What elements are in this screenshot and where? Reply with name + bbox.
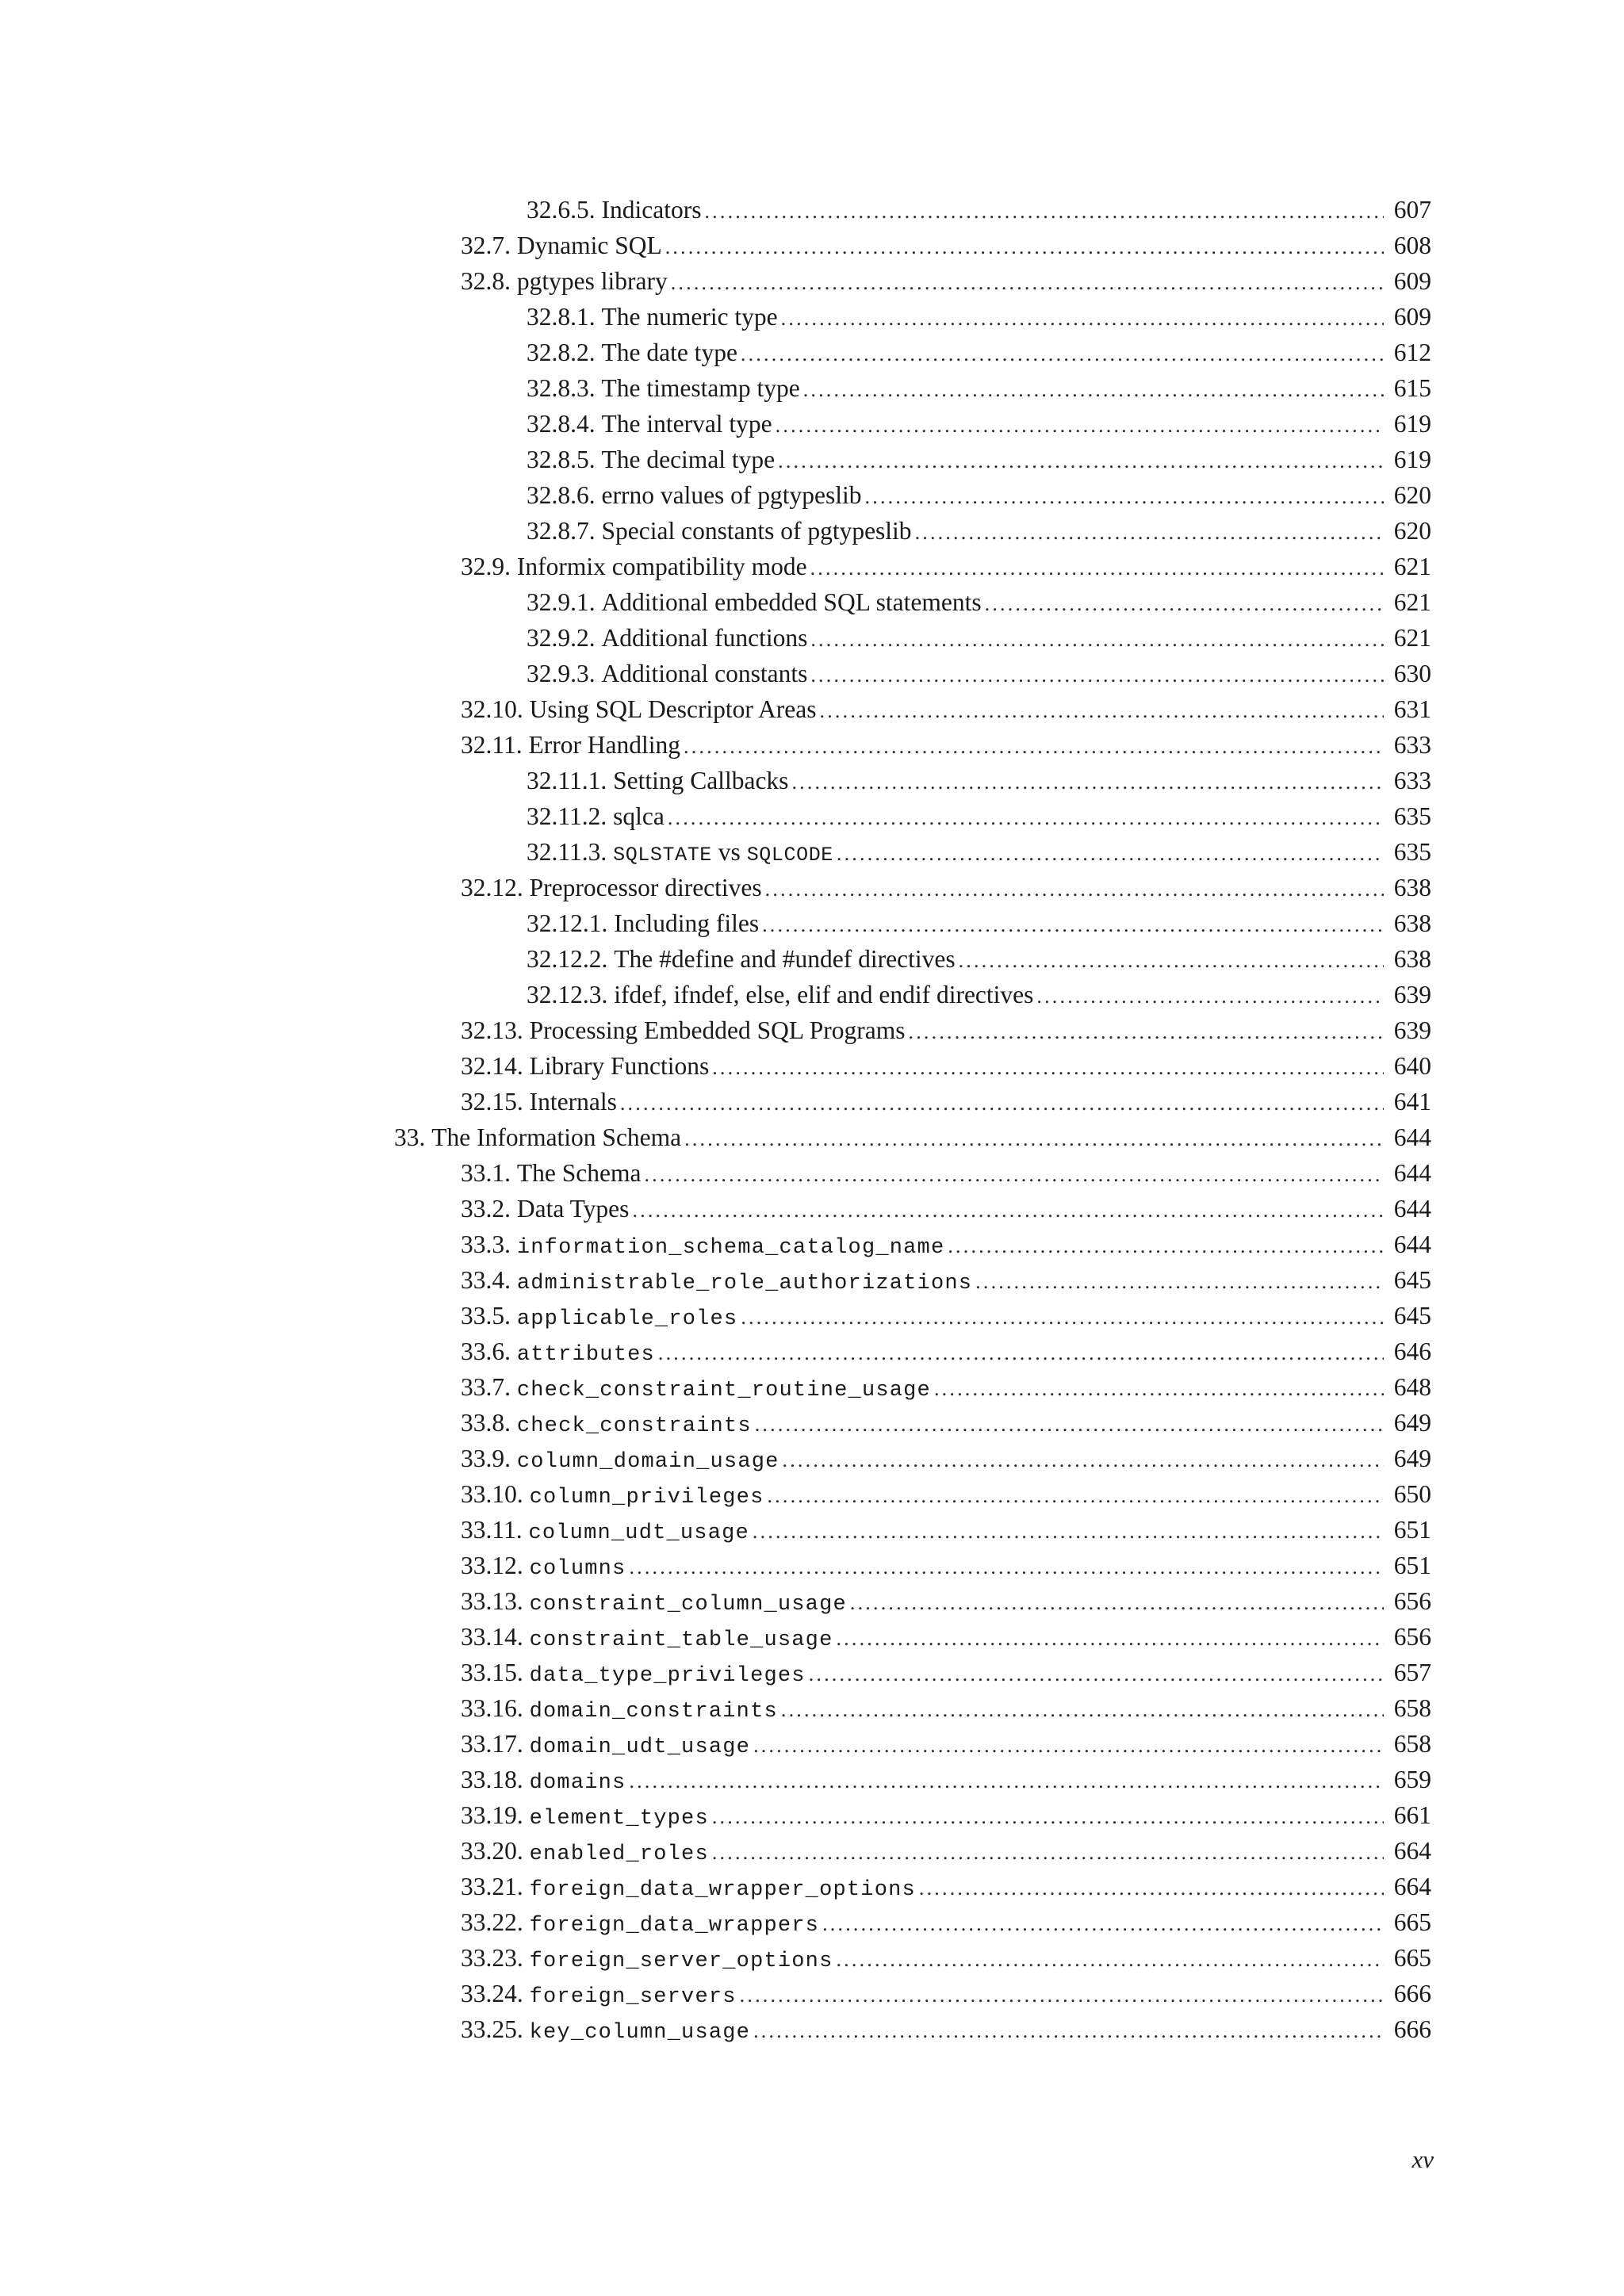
toc-entry[interactable] <box>461 1405 1431 1441</box>
toc-entry-page-number: 633 <box>1393 767 1431 794</box>
dot-leader <box>671 265 1384 300</box>
toc-entry[interactable] <box>461 1155 1431 1191</box>
toc-entry[interactable] <box>461 1012 1431 1048</box>
toc-entry-title: Additional constants <box>601 660 808 687</box>
toc-entry-page-number: 641 <box>1393 1088 1431 1115</box>
toc-entry-page-number: 644 <box>1393 1230 1431 1258</box>
toc-entry[interactable] <box>461 1726 1431 1762</box>
toc-entry[interactable] <box>461 1583 1431 1619</box>
toc-entry-title: Internals <box>529 1088 617 1115</box>
toc-entry-title: Indicators <box>601 196 702 224</box>
toc-entry-page-number: 621 <box>1393 553 1431 580</box>
toc-entry-page-number: 646 <box>1393 1337 1431 1365</box>
dot-leader <box>668 800 1384 836</box>
toc-entry-page-number: 639 <box>1393 981 1431 1008</box>
toc-entry-title: constraint_column_usage <box>529 1593 847 1617</box>
toc-entry-number: 33.4. <box>461 1266 511 1294</box>
toc-entry-number: 33.23. <box>461 1944 523 1972</box>
toc-entry-page-number: 638 <box>1393 874 1431 901</box>
toc-entry-number: 32.9.2. <box>527 624 596 652</box>
page-folio: xv <box>1411 2145 1434 2173</box>
toc-entry[interactable] <box>461 1976 1431 2011</box>
toc-entry[interactable] <box>527 406 1431 442</box>
toc-entry-number: 32.8. <box>461 267 511 295</box>
toc-entry-title: Special constants of pgtypeslib <box>601 517 912 545</box>
dot-leader <box>778 443 1384 479</box>
toc-entry-title: Informix compatibility mode <box>516 553 807 580</box>
toc-entry-number: 32.8.4. <box>527 410 596 438</box>
toc-entry-title: sqlca <box>613 802 665 830</box>
toc-entry-page-number: 656 <box>1393 1587 1431 1615</box>
toc-entry[interactable] <box>461 1334 1431 1369</box>
dot-leader <box>712 1799 1384 1835</box>
toc-entry-title: Data Types <box>516 1195 630 1223</box>
toc-entry-title: check_constraints <box>516 1414 752 1438</box>
toc-entry[interactable] <box>461 1512 1431 1548</box>
toc-entry[interactable] <box>527 370 1431 406</box>
dot-leader <box>959 943 1384 978</box>
toc-entry-title: data_type_privileges <box>529 1664 806 1688</box>
toc-entry-title: element_types <box>529 1807 709 1831</box>
toc-entry[interactable] <box>527 941 1431 977</box>
toc-entry[interactable] <box>461 1619 1431 1655</box>
toc-entry-title <box>613 834 833 873</box>
toc-entry-number: 33. <box>394 1123 426 1151</box>
toc-entry-number: 32.8.5. <box>527 446 596 473</box>
toc-entry-number: 32.9.1. <box>527 588 596 616</box>
toc-entry[interactable] <box>461 1869 1431 1904</box>
toc-entry-title: domain_udt_usage <box>529 1735 751 1759</box>
toc-entry-title: The interval type <box>601 410 772 438</box>
toc-entry-number: 32.8.2. <box>527 339 596 366</box>
toc-entry-number: 33.3. <box>461 1230 511 1258</box>
toc-entry-title: column_domain_usage <box>516 1450 779 1474</box>
toc-entry-title: Error Handling <box>528 731 681 759</box>
toc-entry-number: 33.13. <box>461 1587 523 1615</box>
toc-entry[interactable] <box>461 1940 1431 1976</box>
dot-leader <box>741 336 1384 372</box>
toc-entry-page-number: 666 <box>1393 2015 1431 2043</box>
toc-entry-number: 33.16. <box>461 1694 523 1722</box>
toc-entry-page-number: 638 <box>1393 945 1431 973</box>
toc-entry-number: 32.11.1. <box>527 767 607 794</box>
toc-entry[interactable] <box>461 1226 1431 1262</box>
dot-leader <box>753 1728 1384 1763</box>
dot-leader <box>755 1406 1384 1442</box>
toc-entry-number: 32.9. <box>461 553 511 580</box>
toc-entry[interactable] <box>527 442 1431 477</box>
toc-entry-page-number: 609 <box>1393 303 1431 331</box>
toc-entry-page-number: 664 <box>1393 1837 1431 1865</box>
toc-entry[interactable] <box>394 1119 1431 1155</box>
toc-entry[interactable] <box>461 263 1431 299</box>
toc-entry[interactable] <box>461 1476 1431 1512</box>
toc-entry-title: errno values of pgtypeslib <box>601 481 862 509</box>
toc-entry-title: The numeric type <box>601 303 778 331</box>
toc-entry[interactable] <box>461 1690 1431 1726</box>
dot-leader <box>712 1050 1384 1085</box>
toc-entry-title: The timestamp type <box>601 374 800 402</box>
dot-leader <box>1036 978 1384 1014</box>
toc-entry-page-number: 661 <box>1393 1801 1431 1829</box>
toc-entry-page-number: 619 <box>1393 446 1431 473</box>
toc-entry-title: column_udt_usage <box>528 1521 749 1545</box>
dot-leader <box>684 729 1384 764</box>
toc-entry-page-number: 657 <box>1393 1659 1431 1686</box>
toc-entry-page-number: 615 <box>1393 374 1431 402</box>
toc-entry-title: enabled_roles <box>529 1843 709 1866</box>
toc-entry-page-number: 644 <box>1393 1123 1431 1151</box>
toc-entry-page-number: 645 <box>1393 1266 1431 1294</box>
toc-entry-number: 32.6.5. <box>527 196 596 224</box>
toc-entry[interactable] <box>461 1369 1431 1405</box>
dot-leader <box>704 193 1384 229</box>
toc-entry-title: ifdef, ifndef, else, elif and endif directives <box>614 981 1034 1008</box>
toc-entry-number: 33.9. <box>461 1445 511 1472</box>
toc-entry-title: Dynamic SQL <box>516 232 662 259</box>
toc-entry-page-number: 620 <box>1393 481 1431 509</box>
toc-entry[interactable] <box>461 1191 1431 1226</box>
dot-leader <box>629 1763 1384 1799</box>
dot-leader <box>776 408 1384 443</box>
toc-entry-title: foreign_server_options <box>529 1950 833 1973</box>
toc-entry-number: 33.24. <box>461 1980 523 2007</box>
dot-leader <box>948 1228 1384 1264</box>
toc-entry-number: 33.21. <box>461 1873 523 1900</box>
toc-entry-page-number: 638 <box>1393 909 1431 937</box>
toc-entry-page-number: 649 <box>1393 1445 1431 1472</box>
toc-entry[interactable] <box>461 1548 1431 1583</box>
toc-entry-page-number: 644 <box>1393 1159 1431 1187</box>
toc-entry-number: 33.10. <box>461 1480 523 1508</box>
toc-entry-page-number: 665 <box>1393 1944 1431 1972</box>
dot-leader <box>783 1442 1384 1478</box>
toc-entry-title-text: vs <box>711 838 747 866</box>
toc-entry-title: The date type <box>601 339 737 366</box>
toc-entry-title: attributes <box>516 1343 655 1367</box>
toc-entry[interactable] <box>527 620 1431 656</box>
dot-leader <box>665 229 1384 265</box>
toc-entry[interactable] <box>527 656 1431 691</box>
toc-entry-page-number: 650 <box>1393 1480 1431 1508</box>
toc-entry[interactable] <box>461 1298 1431 1334</box>
toc-entry[interactable] <box>461 1762 1431 1797</box>
toc-entry-title: column_privileges <box>529 1486 764 1510</box>
dot-leader <box>810 550 1384 586</box>
toc-entry-page-number: 635 <box>1393 838 1431 866</box>
toc-entry[interactable] <box>461 1904 1431 1940</box>
toc-entry-number: 32.10. <box>461 695 523 723</box>
dot-leader <box>850 1585 1384 1621</box>
toc-entry-title: constraint_table_usage <box>529 1628 833 1652</box>
toc-entry-number: 33.8. <box>461 1409 511 1437</box>
toc-entry-page-number: 651 <box>1393 1552 1431 1579</box>
dot-leader <box>658 1335 1384 1371</box>
toc-entry[interactable] <box>461 549 1431 584</box>
dot-leader <box>781 300 1384 336</box>
dot-leader <box>820 693 1384 729</box>
dot-leader <box>765 871 1384 907</box>
toc-entry-number: 32.9.3. <box>527 660 596 687</box>
toc-entry[interactable] <box>527 834 1431 870</box>
toc-entry-number: 32.11.2. <box>527 802 607 830</box>
toc-entry-page-number: 607 <box>1393 196 1431 224</box>
toc-entry-title-code: SQLSTATE <box>613 844 712 867</box>
dot-leader <box>767 1478 1384 1513</box>
dot-leader <box>762 907 1384 943</box>
dot-leader <box>934 1371 1384 1406</box>
toc-entry-number: 33.6. <box>461 1337 511 1365</box>
dot-leader <box>629 1549 1384 1585</box>
dot-leader <box>865 479 1384 515</box>
dot-leader <box>919 1870 1384 1906</box>
toc-entry-title: administrable_role_authorizations <box>516 1272 973 1295</box>
toc-entry-number: 32.7. <box>461 232 511 259</box>
toc-entry-number: 32.8.6. <box>527 481 596 509</box>
toc-entry-title: foreign_servers <box>529 1985 737 2009</box>
toc-entry[interactable] <box>527 513 1431 549</box>
toc-entry[interactable] <box>527 335 1431 370</box>
toc-entry-number: 32.8.7. <box>527 517 596 545</box>
toc-entry-number: 32.14. <box>461 1052 523 1080</box>
toc-entry-title-code: SQLCODE <box>746 844 833 867</box>
toc-entry-title: Setting Callbacks <box>613 767 789 794</box>
dot-leader <box>791 764 1384 800</box>
toc-entry[interactable] <box>527 798 1431 834</box>
toc-entry-number: 32.12.2. <box>527 945 608 973</box>
dot-leader <box>741 1299 1384 1335</box>
toc-entry[interactable] <box>461 2011 1431 2047</box>
toc-entry-title: The decimal type <box>601 446 776 473</box>
toc-entry[interactable] <box>461 1048 1431 1084</box>
toc-entry-page-number: 608 <box>1393 232 1431 259</box>
toc-entry-title: Additional functions <box>601 624 808 652</box>
toc-entry-title: domains <box>529 1771 626 1795</box>
toc-entry-title: foreign_data_wrapper_options <box>529 1878 916 1902</box>
dot-leader <box>810 657 1384 693</box>
toc-entry-title: foreign_data_wrappers <box>529 1914 820 1938</box>
dot-leader <box>810 622 1384 657</box>
toc-entry-number: 32.8.1. <box>527 303 596 331</box>
toc-entry-number: 33.5. <box>461 1302 511 1330</box>
toc-entry[interactable] <box>461 1084 1431 1119</box>
toc-entry-page-number: 651 <box>1393 1516 1431 1544</box>
dot-leader <box>836 1942 1384 1977</box>
toc-entry-number: 33.14. <box>461 1623 523 1651</box>
toc-entry-title: domain_constraints <box>529 1700 778 1724</box>
toc-entry[interactable] <box>527 584 1431 620</box>
dot-leader <box>803 372 1384 408</box>
toc-entry-page-number: 631 <box>1393 695 1431 723</box>
dot-leader <box>753 2013 1384 2049</box>
toc-entry-title: check_constraint_routine_usage <box>516 1379 931 1402</box>
toc-entry-title: Processing Embedded SQL Programs <box>529 1016 906 1044</box>
toc-entry-number: 33.2. <box>461 1195 511 1223</box>
toc-entry-page-number: 619 <box>1393 410 1431 438</box>
toc-entry-title: The Schema <box>516 1159 642 1187</box>
toc-entry[interactable] <box>461 1262 1431 1298</box>
toc-entry[interactable] <box>527 299 1431 335</box>
toc-entry-page-number: 664 <box>1393 1873 1431 1900</box>
toc-entry-number: 33.12. <box>461 1552 523 1579</box>
toc-entry-number: 33.15. <box>461 1659 523 1686</box>
toc-entry-page-number: 644 <box>1393 1195 1431 1223</box>
toc-entry[interactable] <box>527 905 1431 941</box>
toc-entry-title: information_schema_catalog_name <box>516 1236 945 1260</box>
dot-leader <box>781 1692 1384 1728</box>
toc-entry-page-number: 645 <box>1393 1302 1431 1330</box>
dot-leader <box>837 836 1384 871</box>
toc-entry[interactable] <box>527 477 1431 513</box>
toc-entry-number: 33.18. <box>461 1766 523 1793</box>
toc-entry-number: 33.20. <box>461 1837 523 1865</box>
toc-entry-title: Additional embedded SQL statements <box>601 588 982 616</box>
toc-entry[interactable] <box>461 1655 1431 1690</box>
toc-entry-page-number: 639 <box>1393 1016 1431 1044</box>
toc-entry-page-number: 648 <box>1393 1373 1431 1401</box>
toc-entry-page-number: 621 <box>1393 624 1431 652</box>
toc-entry-page-number: 630 <box>1393 660 1431 687</box>
dot-leader <box>644 1157 1384 1192</box>
dot-leader <box>712 1835 1384 1870</box>
toc-entry-page-number: 620 <box>1393 517 1431 545</box>
dot-leader <box>753 1513 1384 1549</box>
toc-entry-title: key_column_usage <box>529 2021 751 2045</box>
toc-entry-number: 33.25. <box>461 2015 523 2043</box>
toc-entry-title: Preprocessor directives <box>529 874 762 901</box>
toc-entry-page-number: 621 <box>1393 588 1431 616</box>
dot-leader <box>909 1014 1384 1050</box>
toc-entry-page-number: 633 <box>1393 731 1431 759</box>
toc-entry-number: 33.19. <box>461 1801 523 1829</box>
toc-entry-page-number: 649 <box>1393 1409 1431 1437</box>
dot-leader <box>822 1906 1384 1942</box>
toc-entry-title: applicable_roles <box>516 1307 738 1331</box>
toc-entry-page-number: 659 <box>1393 1766 1431 1793</box>
toc-entry[interactable] <box>461 691 1431 727</box>
toc-entry-number: 33.22. <box>461 1908 523 1936</box>
toc-entry-number: 32.12.3. <box>527 981 608 1008</box>
toc-entry[interactable] <box>527 977 1431 1012</box>
dot-leader <box>620 1085 1384 1121</box>
toc-entry-page-number: 658 <box>1393 1730 1431 1758</box>
dot-leader <box>809 1656 1384 1692</box>
toc-entry[interactable] <box>527 763 1431 798</box>
toc-entry-number: 32.12. <box>461 874 523 901</box>
dot-leader <box>985 586 1384 622</box>
dot-leader <box>915 515 1384 550</box>
dot-leader <box>975 1264 1384 1299</box>
toc-entry[interactable] <box>461 1797 1431 1833</box>
toc-entry-page-number: 612 <box>1393 339 1431 366</box>
toc-entry-page-number: 656 <box>1393 1623 1431 1651</box>
toc-entry-page-number: 609 <box>1393 267 1431 295</box>
toc-entry-number: 32.8.3. <box>527 374 596 402</box>
toc-entry-number: 32.15. <box>461 1088 523 1115</box>
toc-entry-title: pgtypes library <box>516 267 668 295</box>
toc-entry-title: Library Functions <box>529 1052 710 1080</box>
toc-entry-number: 32.12.1. <box>527 909 608 937</box>
toc-entry-number: 32.13. <box>461 1016 523 1044</box>
toc-entry-number: 33.17. <box>461 1730 523 1758</box>
toc-entry-title: Including files <box>614 909 760 937</box>
toc-entry[interactable] <box>527 192 1431 228</box>
toc-entry-title: The #define and #undef directives <box>614 945 956 973</box>
dot-leader <box>684 1121 1384 1157</box>
toc-entry-page-number: 665 <box>1393 1908 1431 1936</box>
toc-entry-page-number: 635 <box>1393 802 1431 830</box>
toc-entry-title: columns <box>529 1557 626 1581</box>
toc-entry-page-number: 666 <box>1393 1980 1431 2007</box>
toc-entry-page-number: 658 <box>1393 1694 1431 1722</box>
toc-entry-title: The Information Schema <box>431 1123 682 1151</box>
toc-entry[interactable] <box>461 1833 1431 1869</box>
toc-entry[interactable] <box>461 1441 1431 1476</box>
toc-entry-number: 32.11.3. <box>527 838 607 866</box>
toc-entry[interactable] <box>461 228 1431 263</box>
toc-entry[interactable] <box>461 727 1431 763</box>
toc-entry-number: 32.11. <box>461 731 523 759</box>
toc-entry-page-number: 640 <box>1393 1052 1431 1080</box>
dot-leader <box>836 1621 1384 1656</box>
toc-entry[interactable] <box>461 870 1431 905</box>
toc-entry-number: 33.7. <box>461 1373 511 1401</box>
toc-entry-title: Using SQL Descriptor Areas <box>529 695 817 723</box>
toc-entry-number: 33.1. <box>461 1159 511 1187</box>
dot-leader <box>632 1192 1384 1228</box>
toc-entry-number: 33.11. <box>461 1516 523 1544</box>
dot-leader <box>740 1977 1384 2013</box>
